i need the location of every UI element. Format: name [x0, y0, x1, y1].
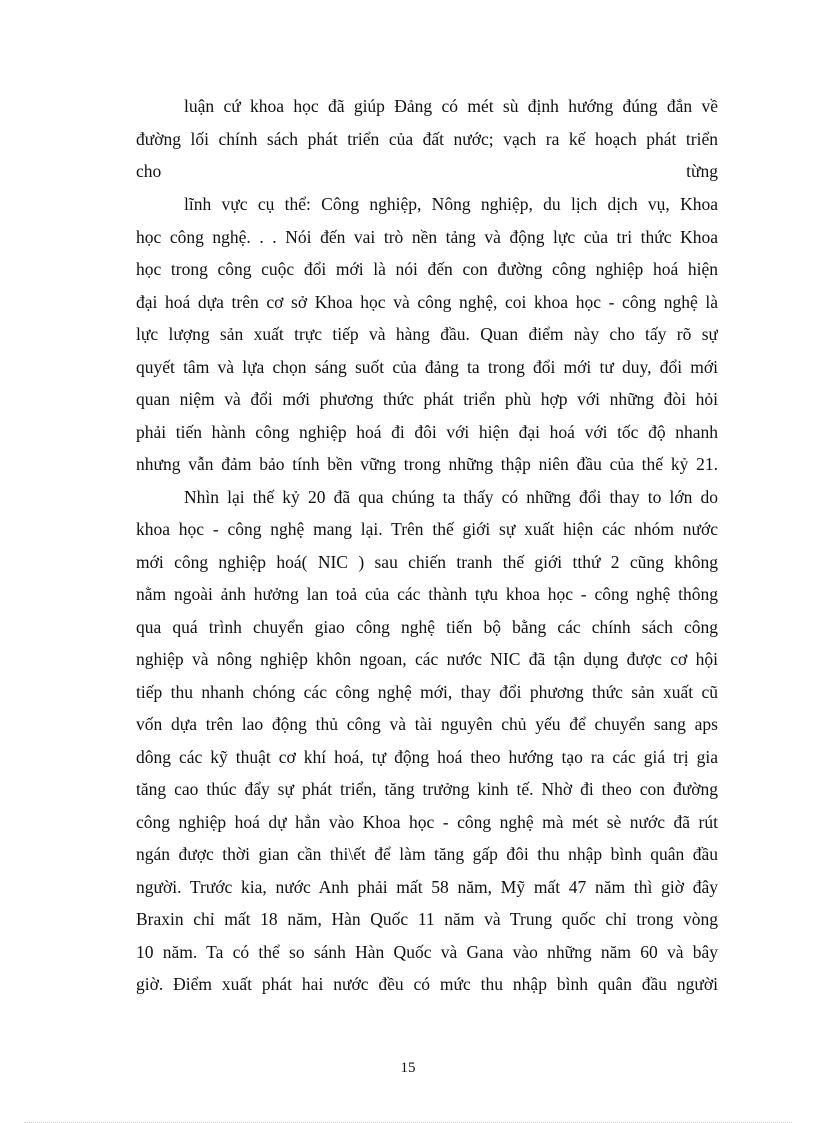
text-line: qua quá trình chuyển giao công nghệ tiến bộ bằng các chính sách công — [136, 617, 718, 637]
text-line: khoa học - công nghệ mang lại. Trên thế giới sự xuất hiện các nhóm nước — [136, 519, 718, 539]
text-line: tiếp thu nhanh chóng các công nghệ mới, thay đổi phương thức sản xuất cũ — [136, 682, 718, 702]
text-line: mới công nghiệp hoá( NIC ) sau chiến tranh thế giới tthứ 2 cũng không — [136, 552, 718, 572]
text-line: vốn dựa trên lao động thủ công và tài nguyên chủ yếu để chuyển sang aps — [136, 714, 718, 734]
text-line: người. Trước kia, nước Anh phải mất 58 năm, Mỹ mất 47 năm thì giờ đây — [136, 877, 718, 897]
text-line: đường lối chính sách phát triển của đất nước; vạch ra kế hoạch phát triển — [136, 129, 718, 149]
text-line: phải tiến hành công nghiệp hoá đi đôi với hiện đại hoá với tốc độ nhanh — [136, 422, 718, 442]
text-line: Nhìn lại thế kỷ 20 đã qua chúng ta thấy có những đổi thay to lớn do — [184, 487, 718, 507]
text-line: nhưng vẫn đảm bảo tính bền vững trong những thập niên đầu của thế kỷ 21. — [136, 454, 718, 474]
text-line: tăng cao thúc đẩy sự phát triển, tăng trưởng kinh tế. Nhờ đi theo con đường — [136, 779, 718, 799]
text-line: lực lượng sản xuất trực tiếp và hàng đầu. Quan điểm này cho tấy rõ sự — [136, 324, 718, 344]
text-line: lĩnh vực cụ thể: Công nghiệp, Nông nghiệp, du lịch dịch vụ, Khoa — [184, 194, 718, 214]
text-line: dông các kỹ thuật cơ khí hoá, tự động hoá theo hướng tạo ra các giá trị gia — [136, 747, 718, 767]
text-line: học công nghệ. . . Nói đến vai trò nền tảng và động lực của tri thức Khoa — [136, 227, 718, 247]
text-line: quan niệm và đổi mới phương thức phát triển phù hợp với những đòi hỏi — [136, 389, 718, 409]
text-line-end: từng — [686, 161, 718, 181]
text-line: ngán được thời gian cần thi\ết để làm tăng gấp đôi thu nhập bình quân đầu — [136, 844, 718, 864]
text-line: luận cứ khoa học đã giúp Đảng có mét sù định hướng đúng đắn về — [184, 96, 718, 116]
text-line: học trong công cuộc đổi mới là nói đến con đường công nghiệp hoá hiện — [136, 259, 718, 279]
page-number: 15 — [400, 1060, 416, 1076]
text-line: nằm ngoài ảnh hưởng lan toả của các thành tựu khoa học - công nghệ thông — [136, 584, 718, 604]
text-line: giờ. Điểm xuất phát hai nước đều có mức thu nhập bình quân đầu người — [136, 974, 718, 994]
text-line: đại hoá dựa trên cơ sở Khoa học và công nghệ, coi khoa học - công nghệ là — [136, 292, 718, 312]
text-line — [136, 158, 718, 184]
text-line-start: cho — [136, 161, 162, 181]
text-line: 10 năm. Ta có thể so sánh Hàn Quốc và Gana vào những năm 60 và bây — [136, 942, 718, 962]
text-line: công nghiệp hoá dự hẳn vào Khoa học - công nghệ mà mét sè nước đã rút — [136, 812, 718, 832]
text-line: quyết tâm và lựa chọn sáng suốt của đảng ta trong đổi mới tư duy, đổi mới — [136, 357, 718, 377]
text-line: nghiệp và nông nghiệp khôn ngoan, các nước NIC đã tận dụng được cơ hội — [136, 649, 718, 669]
text-line: Braxin chỉ mất 18 năm, Hàn Quốc 11 năm và Trung quốc chỉ trong vòng — [136, 909, 718, 929]
